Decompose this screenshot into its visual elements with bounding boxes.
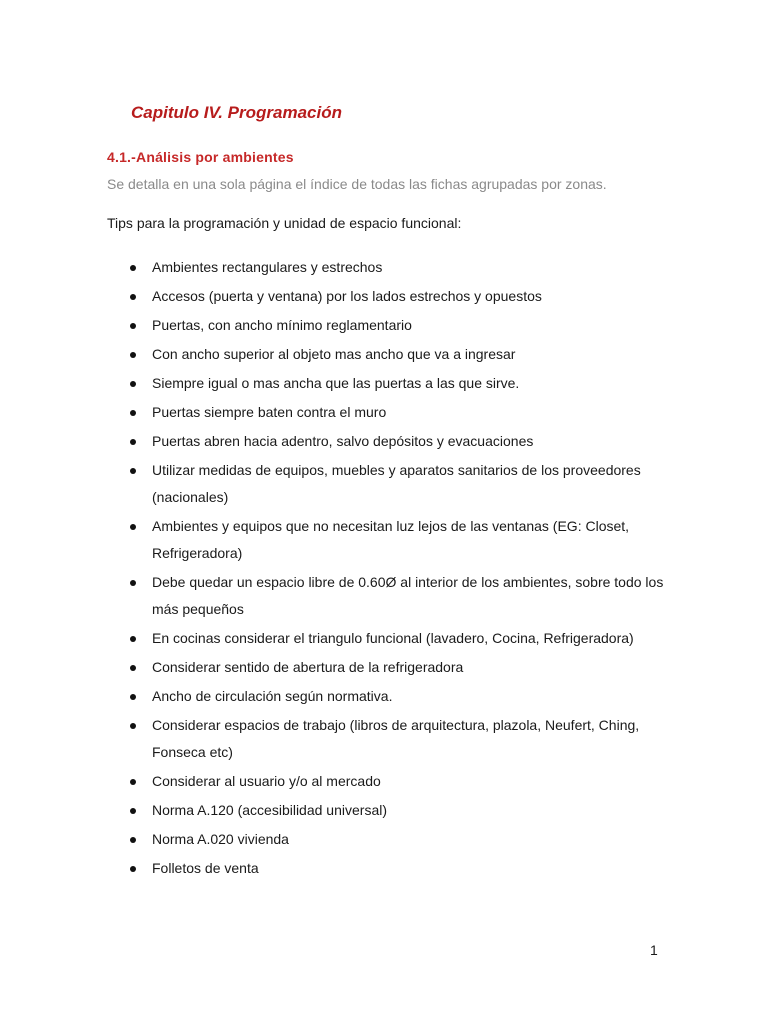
- bullet-icon: [130, 636, 136, 642]
- list-item: [107, 283, 667, 310]
- list-item: [107, 683, 667, 710]
- list-item-text: Folletos de venta: [152, 860, 259, 876]
- list-item-text: Norma A.120 (accesibilidad universal): [152, 802, 387, 818]
- list-item-text: Con ancho superior al objeto mas ancho que va a ingresar: [152, 346, 516, 362]
- bullet-icon: [130, 294, 136, 300]
- list-item-text: Ambientes rectangulares y estrechos: [152, 259, 383, 275]
- list-item-text: Puertas, con ancho mínimo reglamentario: [152, 317, 412, 333]
- list-item-text: Considerar al usuario y/o al mercado: [152, 773, 381, 789]
- list-item-text: Puertas siempre baten contra el muro: [152, 404, 387, 420]
- bullet-icon: [130, 694, 136, 700]
- bullet-icon: [130, 381, 136, 387]
- bullet-icon: [130, 665, 136, 671]
- list-item: [107, 625, 667, 652]
- tips-intro: Tips para la programación y unidad de espacio funcional:: [107, 215, 462, 231]
- list-item: [107, 768, 667, 795]
- list-item: [107, 457, 667, 511]
- list-item-text: Norma A.020 vivienda: [152, 831, 289, 847]
- bullet-icon: [130, 524, 136, 530]
- list-item-text: Utilizar medidas de equipos, muebles y aparatos sanitarios de los proveedores (nacionales): [152, 462, 641, 505]
- list-item-text: Debe quedar un espacio libre de 0.60Ø al interior de los ambientes, sobre todo los más pequeños: [152, 574, 664, 617]
- list-item-text: Ambientes y equipos que no necesitan luz lejos de las ventanas (EG: Closet, Refrigeradora): [152, 518, 630, 561]
- section-description: Se detalla en una sola página el índice de todas las fichas agrupadas por zonas.: [107, 176, 607, 192]
- bullet-icon: [130, 468, 136, 474]
- list-item-text: Siempre igual o mas ancha que las puertas a las que sirve.: [152, 375, 520, 391]
- list-item-text: Puertas abren hacia adentro, salvo depósitos y evacuaciones: [152, 433, 534, 449]
- bullet-icon: [130, 808, 136, 814]
- list-item: [107, 428, 667, 455]
- list-item: [107, 712, 667, 766]
- bullet-icon: [130, 439, 136, 445]
- list-item: [107, 370, 667, 397]
- bullet-icon: [130, 323, 136, 329]
- bullet-icon: [130, 723, 136, 729]
- bullet-icon: [130, 837, 136, 843]
- list-item-text: Accesos (puerta y ventana) por los lados estrechos y opuestos: [152, 288, 542, 304]
- list-item: [107, 654, 667, 681]
- list-item: [107, 569, 667, 623]
- bullet-icon: [130, 779, 136, 785]
- list-item-text: Ancho de circulación según normativa.: [152, 688, 393, 704]
- tips-list: [107, 254, 667, 884]
- list-item: [107, 312, 667, 339]
- list-item: [107, 826, 667, 853]
- bullet-icon: [130, 410, 136, 416]
- bullet-icon: [130, 866, 136, 872]
- section-heading: 4.1.-Análisis por ambientes: [107, 149, 294, 165]
- list-item: [107, 399, 667, 426]
- bullet-icon: [130, 580, 136, 586]
- list-item-text: Considerar espacios de trabajo (libros de arquitectura, plazola, Neufert, Ching, Fonseca etc): [152, 717, 640, 760]
- list-item: [107, 341, 667, 368]
- page-number: 1: [650, 942, 658, 958]
- list-item-text: Considerar sentido de abertura de la refrigeradora: [152, 659, 464, 675]
- list-item-text: En cocinas considerar el triangulo funcional (lavadero, Cocina, Refrigeradora): [152, 630, 634, 646]
- chapter-title: Capitulo IV. Programación: [131, 103, 342, 122]
- list-item: [107, 513, 667, 567]
- list-item: [107, 254, 667, 281]
- list-item: [107, 797, 667, 824]
- list-item: [107, 855, 667, 882]
- bullet-icon: [130, 352, 136, 358]
- bullet-icon: [130, 265, 136, 271]
